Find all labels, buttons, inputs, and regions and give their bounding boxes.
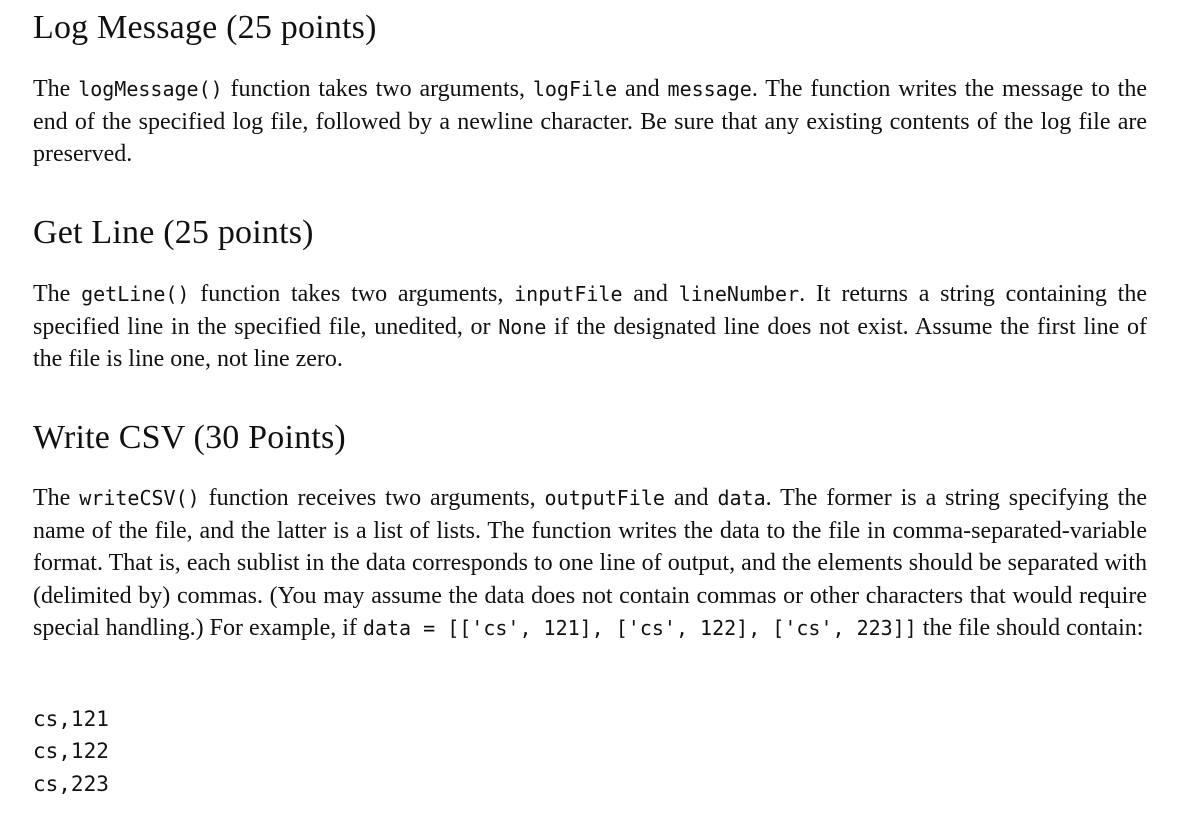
section-body-get-line	[33, 278, 1147, 376]
csv-example-block	[33, 703, 109, 800]
inline-code: lineNumber	[678, 282, 800, 306]
body-text: . The function writes the message to the end of the specified log file, followed by a newline character. Be sure that any existing contents of the log file are preserved.	[33, 76, 1148, 168]
section-title-get-line: Get Line (25 points)	[33, 214, 314, 251]
body-text: and	[664, 485, 718, 511]
section-title-write-csv: Write CSV (30 Points)	[33, 419, 346, 456]
inline-code: data	[717, 486, 766, 510]
body-text: if the designated line does not exist. Assume the first line of the file is line one, not line zero.	[33, 313, 1148, 373]
body-text: function takes two arguments,	[189, 281, 515, 307]
section-title-log-message: Log Message (25 points)	[33, 9, 377, 46]
section-body-write-csv	[33, 482, 1147, 645]
body-text: The	[33, 281, 82, 307]
inline-code: inputFile	[514, 282, 623, 306]
body-text: . It returns a string containing the specified line in the specified file, unedited, or	[33, 281, 1148, 340]
inline-code: logMessage()	[78, 77, 223, 101]
body-text: The	[33, 485, 80, 511]
body-text: and	[617, 76, 668, 102]
csv-example-line: cs,122	[33, 739, 109, 764]
inline-code: None	[498, 314, 547, 339]
body-text: and	[622, 281, 679, 307]
body-text: The	[33, 76, 79, 102]
inline-code: data = [['cs', 121], ['cs', 122], ['cs', 223]]	[362, 616, 917, 641]
inline-code: message	[667, 77, 752, 101]
inline-code: writeCSV()	[79, 486, 200, 510]
inline-code: logFile	[532, 77, 618, 101]
csv-example-line: cs,121	[33, 707, 109, 731]
section-body-log-message	[33, 73, 1147, 171]
csv-example-line: cs,223	[33, 771, 109, 796]
body-text: the file should contain:	[916, 615, 1144, 642]
body-text: function receives two arguments,	[199, 485, 545, 511]
body-text: . The former is a string specifying the name of the file, and the latter is a list of lists. The function writes the data to the file in comma-separated-variable format. That is, each sublist in the data corresponds to one line of output, and the elements should be separated with (delimited by) commas. (You may assume the data does not contain commas or other characters that would require special handling.) For example, if	[33, 485, 1148, 642]
inline-code: outputFile	[544, 486, 665, 510]
body-text: function takes two arguments,	[222, 76, 533, 102]
inline-code: getLine()	[81, 282, 190, 306]
